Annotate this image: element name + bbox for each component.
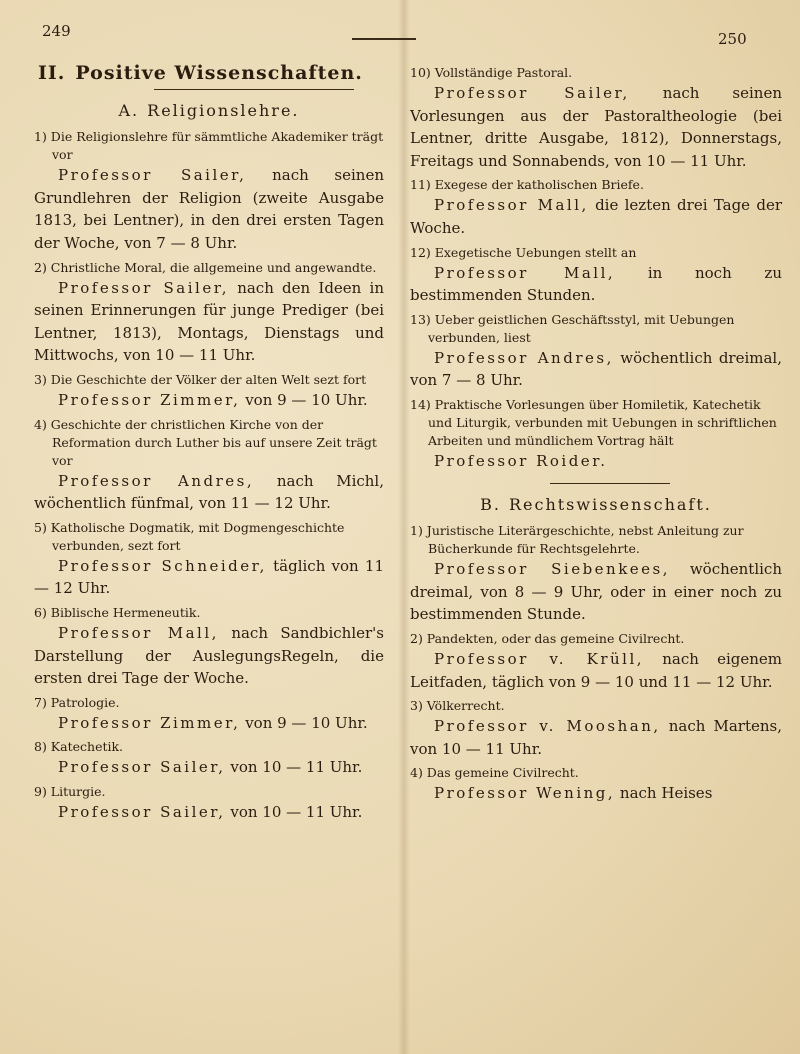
course-title: 11) Exegese der katholischen Briefe. — [410, 177, 644, 193]
page-number-right: 250 — [718, 30, 747, 48]
course-title: 2) Pandekten, oder das gemeine Civilrecht. — [410, 630, 685, 646]
course-title: 2) Christliche Moral, die allgemeine und angewandte. — [34, 259, 377, 275]
professor-line — [410, 262, 782, 307]
professor-details: nach seinen Vorlesungen aus der Pastoraltheologie (bei Lentner, dritte Ausgabe, 1812), Donnerstags, Freitags und Sonnabends, von 10 — 11 Uhr. — [410, 84, 782, 170]
professor-line — [410, 450, 782, 473]
professor-details: von 9 — 10 Uhr. — [240, 713, 368, 732]
professor-name: Professor Wening, — [434, 784, 616, 803]
professor-name: Professor Sailer, — [434, 84, 630, 102]
professor-details: in noch zu bestimmenden Stunden. — [410, 263, 782, 305]
professor-name: Professor Sailer, — [58, 278, 229, 297]
header-rule — [352, 38, 416, 40]
course-title: 1) Die Religionslehre für sämmtliche Akademiker trägt vor — [34, 129, 384, 163]
course-title: 3) Völkerrecht. — [410, 698, 505, 714]
professor-name: Professor Mall, — [434, 263, 616, 282]
professor-details: von 10 — 11 Uhr. — [225, 802, 363, 821]
course-entry — [34, 371, 384, 412]
course-title: 4) Geschichte der christlichen Kirche von der Reformation durch Luther bis auf unsere Zeit trägt vor — [34, 416, 377, 468]
professor-line — [34, 389, 384, 412]
professor-line — [34, 622, 384, 690]
course-entry — [34, 128, 384, 254]
professor-line — [34, 555, 384, 600]
course-entry — [410, 311, 782, 392]
section-divider — [550, 483, 670, 484]
professor-details: nach den Ideen in seinen Erinnerungen für junge Prediger (bei Lentner, 1813), Montags, Dienstags und Mittwochs, von 10 — 11 Uhr. — [34, 278, 384, 365]
professor-line — [410, 782, 782, 805]
left-column — [34, 62, 384, 827]
professor-name: Professor Siebenkees, — [434, 560, 671, 579]
professor-line — [34, 164, 384, 254]
professor-line — [410, 194, 782, 239]
course-title: 5) Katholische Dogmatik, mit Dogmengeschichte verbunden, sezt fort — [34, 519, 345, 553]
right-column — [410, 62, 782, 809]
professor-line — [34, 712, 384, 735]
professor-name: Professor Roider. — [434, 451, 608, 470]
professor-details: nach Heises — [615, 784, 713, 803]
professor-line — [34, 756, 384, 779]
professor-name: Professor Mall, — [58, 623, 219, 642]
course-entry — [410, 64, 782, 172]
professor-name: Professor Zimmer, — [58, 713, 241, 732]
professor-details: die lezten drei Tage der Woche. — [410, 196, 782, 237]
course-title: 8) Katechetik. — [34, 739, 124, 755]
professor-line — [410, 347, 782, 392]
course-title: 10) Vollständige Pastoral. — [410, 65, 573, 80]
course-entry — [410, 522, 782, 626]
section-title-text: Positive Wissenschaften. — [75, 62, 363, 84]
professor-line — [34, 277, 384, 367]
subsection-letter: B. — [480, 494, 501, 514]
professor-name: Professor Sailer, — [58, 758, 226, 777]
course-entry — [410, 244, 782, 307]
course-title: 12) Exegetische Uebungen stellt an — [410, 244, 637, 260]
subsection-title: Religionslehre. — [147, 100, 300, 120]
course-entry — [34, 519, 384, 600]
course-title: 9) Liturgie. — [34, 783, 106, 799]
professor-name: Professor Andres, — [58, 471, 255, 490]
course-entry — [34, 694, 384, 735]
professor-details: nach Michl, wöchentlich fünfmal, von 11 — 12 Uhr. — [34, 471, 384, 513]
course-title: 7) Patrologie. — [34, 694, 120, 710]
subsection-heading-b — [410, 494, 782, 517]
subsection-title: Rechtswissenschaft. — [508, 494, 712, 514]
professor-name: Professor Mall, — [434, 196, 589, 215]
professor-line — [410, 82, 782, 172]
course-entry — [410, 630, 782, 693]
course-entry — [34, 738, 384, 779]
subsection-letter: A. — [118, 100, 140, 120]
professor-details: nach Sandbichler's Darstellung der AuslegungsRegeln, die ersten drei Tage der Woche. — [34, 623, 384, 688]
professor-line — [34, 801, 384, 824]
professor-details: von 9 — 10 Uhr. — [240, 390, 368, 409]
professor-name: Professor v. Krüll, — [434, 649, 645, 668]
professor-name: Professor Schneider, — [58, 556, 267, 575]
professor-details: nach Martens, von 10 — 11 Uhr. — [410, 717, 782, 758]
professor-name: Professor Zimmer, — [58, 390, 241, 409]
section-title-underline — [154, 89, 354, 90]
course-entry — [34, 416, 384, 515]
course-entry — [410, 697, 782, 760]
professor-line — [34, 470, 384, 515]
professor-name: Professor Sailer, — [58, 166, 247, 185]
course-entry — [34, 604, 384, 690]
professor-details: nach seinen Grundlehren der Religion (zweite Ausgabe 1813, bei Lentner), in den drei ersten Tagen der Woche, von 7 — 8 Uhr. — [34, 166, 384, 252]
course-title: 3) Die Geschichte der Völker der alten Welt sezt fort — [34, 371, 367, 387]
professor-details: von 10 — 11 Uhr. — [225, 758, 363, 777]
professor-details: wöchentlich dreimal, von 8 — 9 Uhr, oder in einer noch zu bestimmenden Stunde. — [410, 560, 782, 624]
course-entry — [34, 259, 384, 367]
professor-name: Professor Sailer, — [58, 802, 226, 821]
professor-details: wöchentlich dreimal, von 7 — 8 Uhr. — [410, 348, 782, 390]
course-entry — [410, 396, 782, 473]
professor-details: täglich von 11 — 12 Uhr. — [34, 556, 384, 598]
professor-details: nach eigenem Leitfaden, täglich von 9 — 10 und 11 — 12 Uhr. — [410, 649, 782, 691]
course-title: 1) Juristische Literärgeschichte, nebst Anleitung zur Bücherkunde für Rechtsgelehrte. — [410, 523, 744, 557]
course-title: 14) Praktische Vorlesungen über Homiletik, Katechetik und Liturgik, verbunden mit Uebungen in schriftlichen Arbeiten und mündlichem Vortrag hält — [410, 396, 777, 448]
course-title: 4) Das gemeine Civilrecht. — [410, 765, 579, 781]
section-number: II. — [38, 62, 66, 84]
course-title: 6) Biblische Hermeneutik. — [34, 604, 201, 620]
professor-name: Professor v. Mooshan, — [434, 717, 661, 736]
course-entry — [410, 764, 782, 805]
professor-line — [410, 558, 782, 626]
professor-name: Professor Andres, — [434, 348, 614, 367]
professor-line — [410, 648, 782, 693]
section-title — [38, 62, 384, 85]
page-gutter — [398, 0, 410, 1054]
course-title: 13) Ueber geistlichen Geschäftsstyl, mit Uebungen verbunden, liest — [410, 311, 735, 345]
professor-line — [410, 715, 782, 760]
course-entry — [410, 176, 782, 239]
course-entry — [34, 783, 384, 824]
page-number-left: 249 — [42, 22, 71, 40]
subsection-heading-a — [34, 100, 384, 123]
